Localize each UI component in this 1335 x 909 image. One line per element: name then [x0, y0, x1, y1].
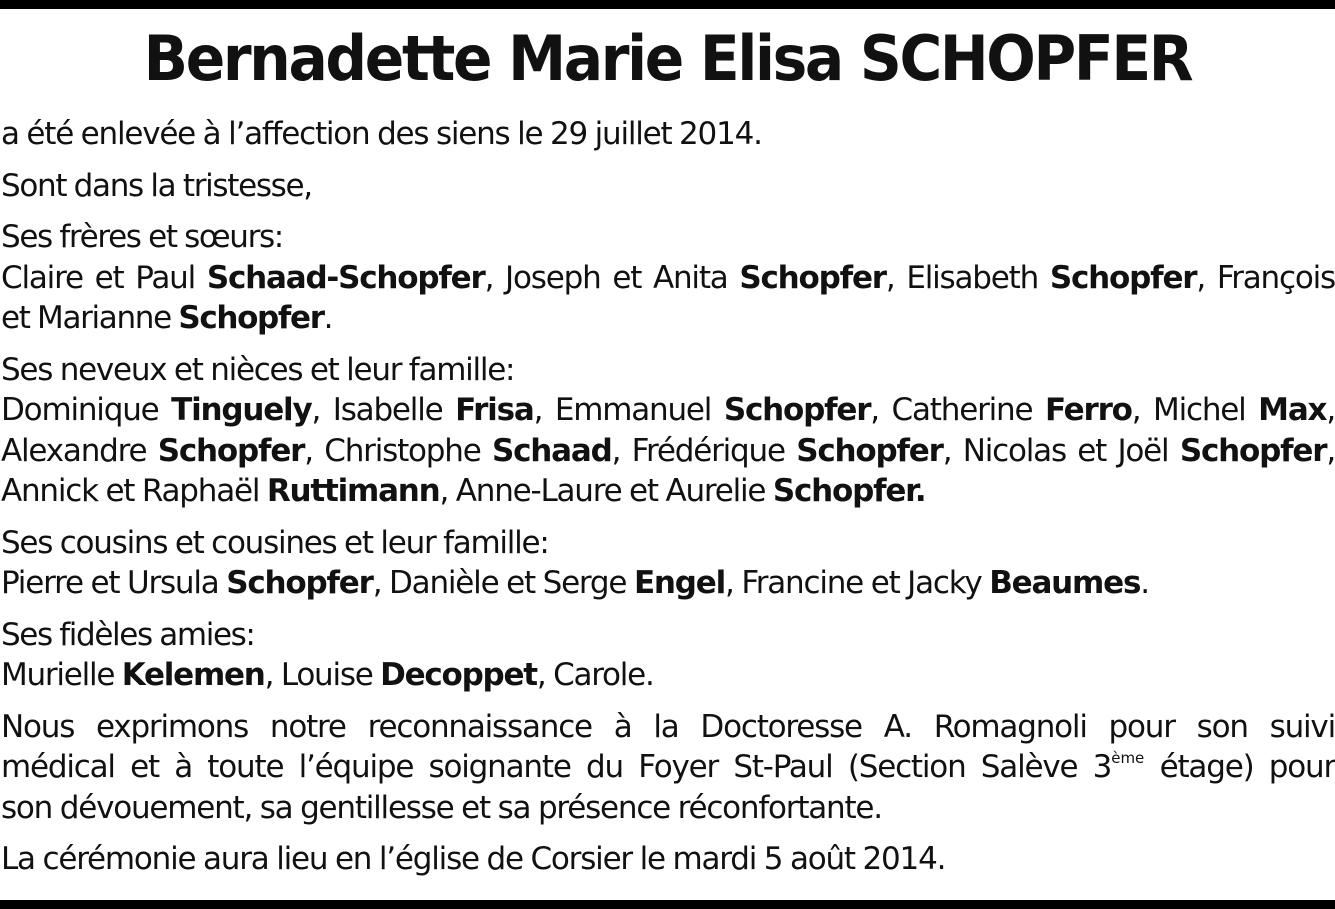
- thanks-line-2: médical et à toute l’équipe soignante du Foyer St-Paul (Section Salève 3ème étage) pour: [1, 749, 1335, 785]
- siblings-line-2: et Marianne Schopfer.: [1, 300, 333, 336]
- thanks-line-3: son dévouement, sa gentillesse et sa présence réconfortante.: [1, 789, 882, 826]
- siblings-section: [1, 217, 1335, 339]
- nephews-section: [1, 350, 1335, 512]
- thanks-paragraph: [1, 707, 1335, 829]
- ordinal-superscript: ème: [1111, 749, 1145, 767]
- nephews-heading: Ses neveux et nièces et leur famille:: [1, 351, 515, 388]
- bottom-rule: [0, 900, 1335, 909]
- nephews-line-3: Annick et Raphaël Ruttimann, Anne-Laure et Aurelie Schopfer.: [1, 473, 926, 509]
- mourning-line: Sont dans la tristesse,: [1, 167, 312, 204]
- deceased-name: Bernadette Marie Elisa SCHOPFER: [143, 22, 1192, 95]
- friends-heading: Ses fidèles amies:: [1, 616, 255, 653]
- thanks-line-1: Nous exprimons notre reconnaissance à la Doctoresse A. Romagnoli pour son suivi: [1, 708, 1335, 745]
- nephews-line-1: Dominique Tinguely, Isabelle Frisa, Emmanuel Schopfer, Catherine Ferro, Michel Max,: [1, 392, 1335, 428]
- cousins-line-1: Pierre et Ursula Schopfer, Danièle et Serge Engel, Francine et Jacky Beaumes.: [1, 565, 1149, 601]
- friends-line-1: Murielle Kelemen, Louise Decoppet, Carole.: [1, 657, 654, 693]
- nephews-line-2: Alexandre Schopfer, Christophe Schaad, Frédérique Schopfer, Nicolas et Joël Schopfer,: [1, 432, 1335, 469]
- ceremony-line: La cérémonie aura lieu en l’église de Corsier le mardi 5 août 2014.: [1, 841, 946, 877]
- notice-body: [1, 114, 1335, 891]
- friends-section: [1, 615, 1335, 696]
- top-rule: [0, 0, 1335, 9]
- announcement: a été enlevée à l’affection des siens le 29 juillet 2014.: [1, 116, 762, 152]
- cousins-section: [1, 523, 1335, 604]
- siblings-heading: Ses frères et sœurs:: [1, 219, 283, 255]
- siblings-line-1: Claire et Paul Schaad-Schopfer, Joseph et Anita Schopfer, Elisabeth Schopfer, François: [1, 259, 1335, 296]
- cousins-heading: Ses cousins et cousines et leur famille:: [1, 524, 549, 561]
